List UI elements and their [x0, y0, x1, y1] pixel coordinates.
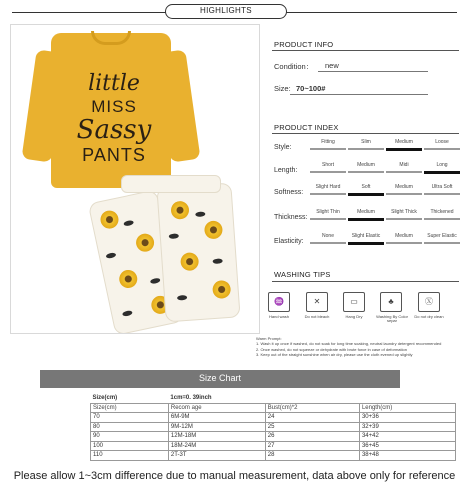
leaf-pattern: [122, 310, 133, 317]
leaf-pattern: [177, 295, 187, 301]
table-cell: 30+36: [359, 413, 455, 423]
no-dry-clean-icon: Ⓧ: [418, 292, 440, 312]
table-cell: 38+48: [359, 451, 455, 461]
index-option: Medium: [348, 163, 384, 173]
wash-caption: Do not bleach: [304, 314, 330, 319]
flower-pattern: [204, 220, 223, 239]
wash-caption: Hang Dry: [345, 314, 363, 319]
flower-pattern: [212, 280, 231, 299]
index-label: Elasticity:: [274, 238, 304, 245]
wash-caption: Hand wash: [268, 314, 289, 319]
table-cell: 25: [265, 422, 359, 432]
condition-label: Condition：: [274, 62, 314, 71]
product-photo: [10, 24, 260, 334]
size-underline: [290, 94, 428, 95]
table-cell: 100: [91, 441, 169, 451]
index-option-selected: Medium: [386, 140, 422, 151]
no-bleach-icon: ✕: [306, 292, 328, 312]
table-cell: 34+42: [359, 432, 455, 442]
index-row-thickness: [274, 210, 464, 228]
section-divider: [272, 281, 459, 282]
table-cell: 2T-3T: [168, 451, 265, 461]
column-header: Recom age: [168, 403, 265, 413]
hang-dry-icon: ▭: [343, 292, 365, 312]
section-divider: [272, 50, 459, 51]
slogan-line: Sassy: [76, 115, 152, 145]
index-option: None: [310, 234, 346, 244]
table-row: [91, 413, 456, 423]
leaf-pattern: [123, 220, 134, 227]
index-label: Softness:: [274, 189, 304, 196]
index-row-length: [274, 163, 464, 181]
warm-prompt-line: 1. Wash it up once if washed, do not soak for long time soaking, neutral laundry detergent recommended: [256, 341, 442, 347]
leaf-pattern: [212, 258, 222, 264]
table-cell: 27: [265, 441, 359, 451]
wash-caption: Washing By Color separ: [376, 314, 408, 324]
flower-pattern: [170, 201, 189, 220]
size-chart-title: Size Chart: [198, 373, 242, 383]
size-chart-banner: [40, 370, 400, 388]
index-option: Midi: [386, 163, 422, 173]
section-divider: [272, 133, 459, 134]
index-option: Slight Hard: [310, 185, 346, 195]
index-option: Slight Thin: [310, 210, 346, 220]
warm-prompt-line: 3. Keep out of the straight sunshine when air dry, please use the cloth evened up slightly: [256, 352, 413, 358]
table-cell: 18M-24M: [168, 441, 265, 451]
size-table-caption-left: Size(cm): [92, 394, 118, 401]
warm-prompt: [256, 336, 461, 358]
shirt-slogan: [59, 73, 169, 164]
wash-caption: Do not dry clean: [414, 314, 444, 319]
index-option-selected: Medium: [348, 210, 384, 221]
table-row: [91, 441, 456, 451]
index-row-elasticity: [274, 234, 464, 252]
size-table: [90, 393, 456, 461]
table-row: [91, 451, 456, 461]
index-option: Ultra Soft: [424, 185, 460, 195]
table-cell: 6M-9M: [168, 413, 265, 423]
warm-prompt-title: Warm Prompt:: [256, 336, 282, 341]
flower-pattern: [134, 232, 155, 253]
index-option: Medium: [386, 234, 422, 244]
size-table-caption-row: [91, 393, 456, 403]
index-option-selected: Long: [424, 163, 460, 174]
index-option: Medium: [386, 185, 422, 195]
table-cell: 36+45: [359, 441, 455, 451]
washing-tips-title: WASHING TIPS: [274, 270, 331, 279]
table-cell: 70: [91, 413, 169, 423]
table-cell: 26: [265, 432, 359, 442]
table-cell: 9M-12M: [168, 422, 265, 432]
index-option-selected: Soft: [348, 185, 384, 196]
condition-underline: [318, 71, 428, 72]
column-header: Size(cm): [91, 403, 169, 413]
index-option: Short: [310, 163, 346, 173]
highlights-label: HIGHLIGHTS: [200, 6, 252, 15]
index-label: Thickness:: [274, 214, 308, 221]
table-cell: 32+39: [359, 422, 455, 432]
index-option: Thickened: [424, 210, 460, 220]
slogan-line: little: [88, 71, 140, 96]
pants-waistband: [121, 175, 221, 193]
pants-right-leg: [156, 183, 240, 323]
hand-wash-icon: ♒: [268, 292, 290, 312]
index-label: Length:: [274, 167, 298, 174]
leaf-pattern: [106, 252, 117, 259]
index-option: Fitting: [310, 140, 346, 150]
leaf-pattern: [150, 277, 161, 284]
index-label: Style:: [274, 144, 292, 151]
product-index-title: PRODUCT INDEX: [274, 123, 339, 132]
index-option: Slight Thick: [386, 210, 422, 220]
flower-pattern: [99, 209, 120, 230]
table-cell: 12M-18M: [168, 432, 265, 442]
index-row-softness: [274, 185, 464, 203]
index-option: Loose: [424, 140, 460, 150]
floral-pants: [101, 175, 241, 325]
index-option-selected: Slight Elastic: [348, 234, 384, 245]
flower-pattern: [118, 268, 139, 289]
table-row: [91, 432, 456, 442]
wash-by-color-icon: ♣: [380, 292, 402, 312]
column-header: Length(cm): [359, 403, 455, 413]
slogan-line: MISS: [91, 97, 137, 116]
table-cell: 24: [265, 413, 359, 423]
size-value: 70~100#: [296, 84, 326, 93]
conversion-note: 1cm=0. 39inch: [170, 394, 212, 401]
table-cell: 28: [265, 451, 359, 461]
condition-value: new: [325, 61, 339, 70]
product-info-title: PRODUCT INFO: [274, 40, 334, 49]
table-cell: 80: [91, 422, 169, 432]
measurement-disclaimer: Please allow 1~3cm difference due to manual measurement, data above only for reference: [13, 470, 456, 482]
slogan-line: PANTS: [82, 145, 146, 165]
table-row: [91, 422, 456, 432]
warm-prompt-line: 2. Once washed, do not squeeze or dehydrate with brute force in case of deformation: [256, 346, 407, 352]
index-option: Super Elastic: [424, 234, 460, 244]
highlights-banner: [165, 4, 287, 19]
table-cell: 90: [91, 432, 169, 442]
size-table-header: [91, 403, 456, 413]
size-label: Size:: [274, 84, 291, 93]
leaf-pattern: [195, 211, 205, 217]
leaf-pattern: [169, 233, 179, 239]
column-header: Bust(cm)*2: [265, 403, 359, 413]
index-option: Slim: [348, 140, 384, 150]
flower-pattern: [180, 252, 199, 271]
index-row-style: [274, 140, 464, 158]
table-cell: 110: [91, 451, 169, 461]
